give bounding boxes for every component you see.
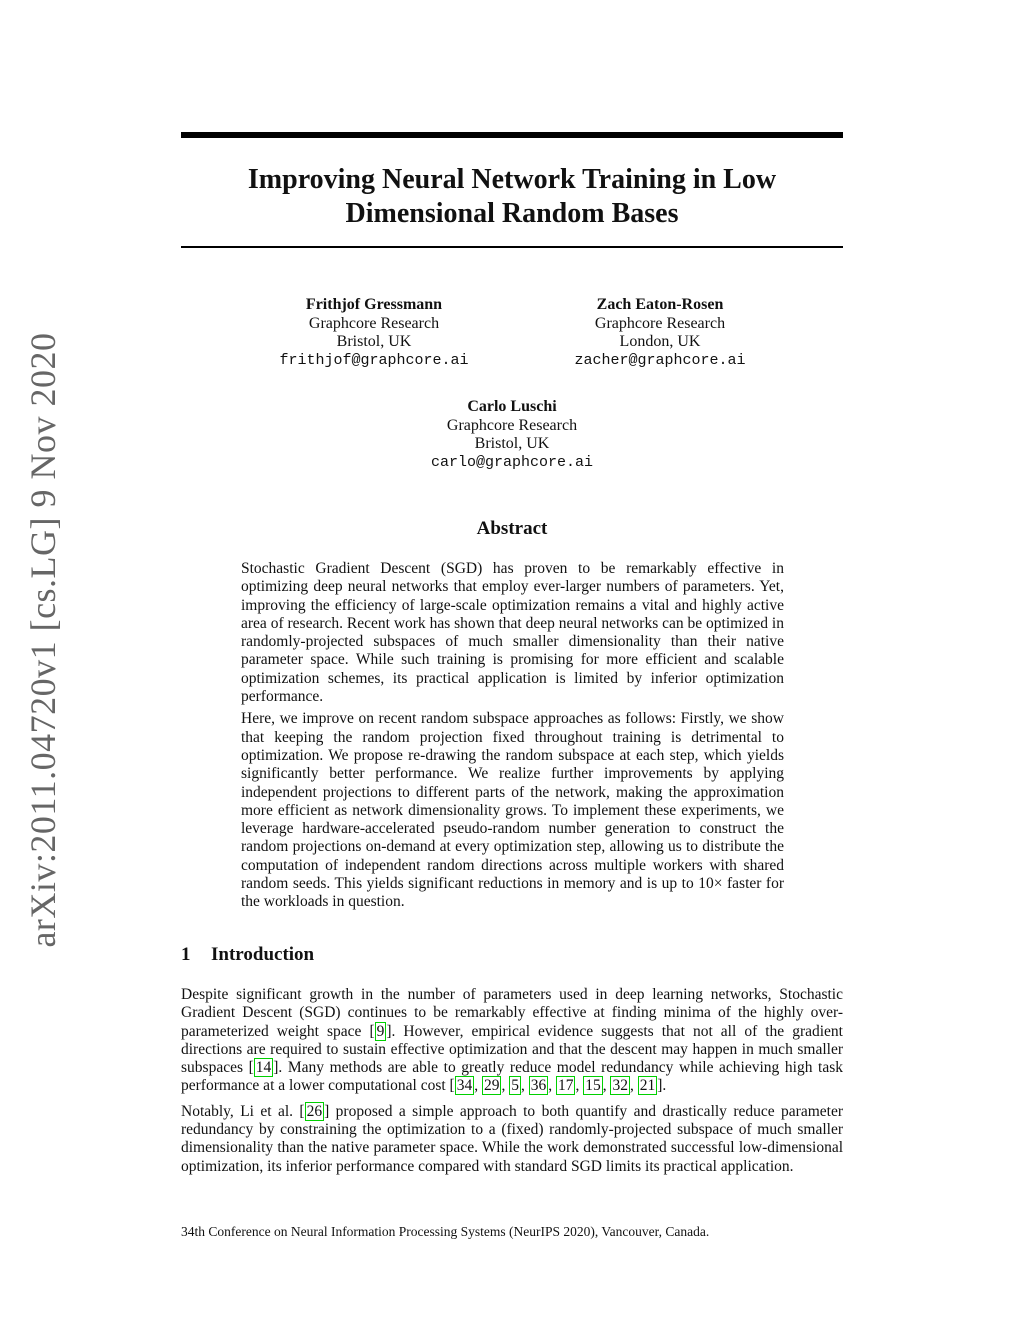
paragraph-text: ]. However, empirical evidence suggests that not all of the gradient directions are required to sustain effective optimization and that the descent may happen in much smaller subspaces [ [181, 1022, 843, 1077]
paragraph-text: Despite significant growth in the number of parameters used in deep learning networks, Stochastic Gradient Descent (SGD) continues to be remarkably effective at finding minima of the highly over-parameterized weight space [ [181, 986, 843, 1040]
citation-link[interactable]: 21 [639, 1077, 656, 1095]
paragraph-text: ] proposed a simple approach to both quantify and drastically reduce parameter redundancy by constraining the optimization to a (fixed) randomly-projected subspace of much smaller dimensionality than the native parameter space. While the work demonstrated successful low-dimensional optimization, its inferior performance compared with standard SGD limits its practical application. [181, 1102, 843, 1175]
paper-title-line-1: Improving Neural Network Training in Low [247, 164, 777, 195]
title-bottom-rule [181, 246, 843, 248]
citation-link[interactable]: 15 [585, 1077, 601, 1095]
citation-link[interactable]: 5 [511, 1077, 519, 1095]
introduction-body [181, 986, 843, 1183]
author-email[interactable]: zacher@graphcore.ai [574, 351, 746, 369]
section-number: 1 [181, 944, 191, 965]
paragraph-text: ]. Many methods are able to greatly reduce model redundancy while achieving high task performance at a lower computational cost [ [181, 1059, 844, 1095]
citation-link[interactable]: 9 [376, 1022, 385, 1040]
author-name: Zach Eaton-Rosen [596, 296, 724, 313]
citation-link[interactable]: 29 [483, 1077, 500, 1095]
author-affiliation: Graphcore Research [308, 314, 440, 332]
author-affiliation: Graphcore Research [594, 314, 726, 332]
paper-title-line-2: Dimensional Random Bases [345, 198, 679, 229]
conference-footnote: 34th Conference on Neural Information Processing Systems (NeurIPS 2020), Vancouver, Canada. [181, 1224, 710, 1239]
arxiv-identifier-stamp: arXiv:2011.04720v1 [cs.LG] 9 Nov 2020 [23, 332, 63, 948]
author-location: Bristol, UK [474, 435, 550, 452]
citation-list: 34 , 29 , 5 , 36 , 17 , 15 , 32 , 21 [456, 1077, 656, 1095]
author-block-3 [392, 398, 632, 472]
author-name: Frithjof Gressmann [305, 296, 443, 313]
author-name: Carlo Luschi [467, 398, 557, 415]
title-top-rule [181, 132, 843, 138]
author-email[interactable]: carlo@graphcore.ai [430, 453, 594, 471]
paragraph-text: ]. [657, 1077, 667, 1095]
author-affiliation: Graphcore Research [446, 416, 578, 434]
abstract-heading: Abstract [476, 518, 548, 539]
introduction-paragraph-1 [181, 986, 843, 1096]
section-title: Introduction [211, 944, 315, 965]
author-email[interactable]: frithjof@graphcore.ai [279, 351, 469, 369]
abstract-body [241, 560, 784, 916]
citation-link[interactable]: 17 [557, 1077, 574, 1095]
author-block-2 [540, 296, 780, 370]
section-heading-introduction [181, 944, 843, 966]
citation-link[interactable]: 26 [306, 1102, 323, 1120]
citation-link[interactable]: 14 [255, 1059, 272, 1077]
paragraph-text: Notably, Li et al. [ [181, 1102, 305, 1120]
citation-link[interactable]: 32 [612, 1077, 628, 1095]
paper-title [181, 163, 843, 231]
author-location: Bristol, UK [336, 333, 412, 350]
abstract-paragraph-1: Stochastic Gradient Descent (SGD) has proven to be remarkably effective in optimizing deep neural networks that employ ever-larger numbers of parameters. Yet, improving the efficiency of large-scale optimization remains a vital and highly active area of research. Recent work has shown that deep neural networks can be optimized in randomly-projected subspaces of much smaller dimensionality than their native parameter space. While such training is promising for more efficient and scalable optimization schemes, its practical application is limited by inferior optimization performance. [241, 560, 784, 706]
citation-link[interactable]: 36 [530, 1077, 547, 1095]
citation-link[interactable]: 34 [456, 1077, 473, 1095]
author-location: London, UK [619, 333, 701, 350]
abstract-paragraph-2: Here, we improve on recent random subspace approaches as follows: Firstly, we show that keeping the random projection fixed throughout training is detrimental to optimization. We propose re-drawing the random subspace at each step, which yields significantly better performance. We realize further improvements by applying independent projections to different parts of the network, making the approximation more efficient as network dimensionality grows. To implement these experiments, we leverage hardware-accelerated pseudo-random number generation to construct the random projections on-demand at every optimization step, allowing us to distribute the computation of independent random directions across multiple workers with shared random seeds. This yields significant reductions in memory and is up to 10× faster for the workloads in question. [241, 710, 784, 911]
author-block-1 [254, 296, 494, 370]
introduction-paragraph-2 [181, 1103, 843, 1176]
